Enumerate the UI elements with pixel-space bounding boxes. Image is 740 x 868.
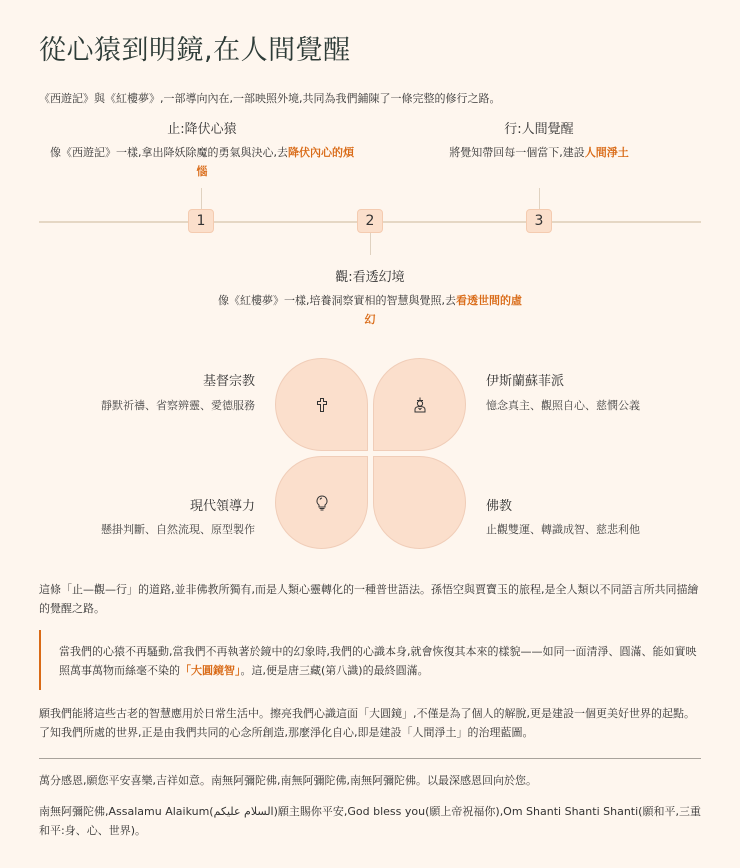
petal-christianity [275,358,368,451]
quote-suffix: 。這,便是唐三藏(第八識)的最終圓滿。 [240,664,429,677]
stage-1-connector [201,188,202,210]
tradition-sufism-practices: 憶念真主、觀照自心、慈憫公義 [486,399,640,412]
tradition-christianity-practices: 靜默祈禱、省察辨靈、愛德服務 [101,399,255,412]
stage-3-desc-text: 將覺知帶回每一個當下,建設 [449,146,585,159]
petal-sufism [373,358,466,451]
paragraph-application: 願我們能將這些古老的智慧應用於日常生活中。擦亮我們心識這面「大圓鏡」,不僅是為了個人的解脫,更是建設一個更美好世界的起點。了知我們所處的世界,正是由我們共同的心念所創造,那麼淨化自心,即是建設「人間淨土」的治理藍圖。 [39,707,695,739]
stage-2-desc-text: 像《紅樓夢》一樣,培養洞察實相的智慧與覺照,去 [218,294,456,307]
stage-2-desc [216,291,524,329]
stage-2-connector [370,233,371,255]
tradition-buddhism-name: 佛教 [486,499,513,514]
stage-3-highlight: 人間淨土 [584,146,629,159]
stage-1-title: 止:降伏心猿 [167,122,237,137]
tradition-christianity-name: 基督宗教 [202,374,255,389]
tradition-leadership-practices: 懸掛判斷、自然流現、原型製作 [101,523,255,536]
tradition-sufism-name: 伊斯蘭蘇菲派 [486,374,565,389]
tradition-leadership-name: 現代領導力 [189,499,255,514]
person-icon [412,397,428,413]
page-title: 從心猿到明鏡,在人間覺醒 [39,35,351,66]
stage-2-highlight: 看透世間的虛幻 [364,294,522,326]
cross-icon [314,397,330,413]
timeline-node-1: 1 [188,209,214,233]
stage-2-title: 觀:看透幻境 [335,270,405,285]
quote-highlight: 「大圓鏡智」 [180,664,241,677]
paragraph-universal-path: 這條「止—觀—行」的道路,並非佛教所獨有,而是人類心靈轉化的一種普世語法。孫悟空與賈寶玉的旅程,是全人類以不同語言所共同描繪的覺醒之路。 [39,583,699,615]
petal-leadership [275,456,368,549]
closing-multifaith-blessing: 南無阿彌陀佛,Assalamu Alaikum(السلام عليكم)願主賜你平安,God bless you(願上帝祝福你),Om Shanti Shanti Shanti(願和平,三重和平:身、心、世界)。 [39,805,701,837]
stage-3-connector [539,188,540,210]
quote-text: 當我們的心猿不再騷動,當我們不再執著於鏡中的幻象時,我們的心識本身,就會恢復其本來的樣貌——如同一面清淨、圓滿、能如實映照萬事萬物而絲毫不染的 [59,645,697,677]
timeline-node-2: 2 [357,209,383,233]
quote-great-mirror [39,630,701,690]
timeline-node-3: 3 [526,209,552,233]
closing-blessing: 萬分感恩,願您平安喜樂,吉祥如意。南無阿彌陀佛,南無阿彌陀佛,南無阿彌陀佛。以最深感恩回向於您。 [39,774,537,787]
stage-3-title: 行:人間覺醒 [504,122,574,137]
petal-buddhism [373,456,466,549]
stage-3-desc [385,143,693,162]
tradition-buddhism-practices: 止觀雙運、轉識成智、慈悲利他 [486,523,640,536]
stage-1-desc [48,143,356,181]
stage-1-highlight: 降伏內心的煩惱 [196,146,354,178]
stage-1-desc-text: 像《西遊記》一樣,拿出降妖除魔的勇氣與決心,去 [50,146,288,159]
lightbulb-icon [314,495,330,511]
section-divider [39,758,701,759]
intro-text: 《西遊記》與《紅樓夢》,一部導向內在,一部映照外境,共同為我們鋪陳了一條完整的修行之路。 [39,92,501,105]
